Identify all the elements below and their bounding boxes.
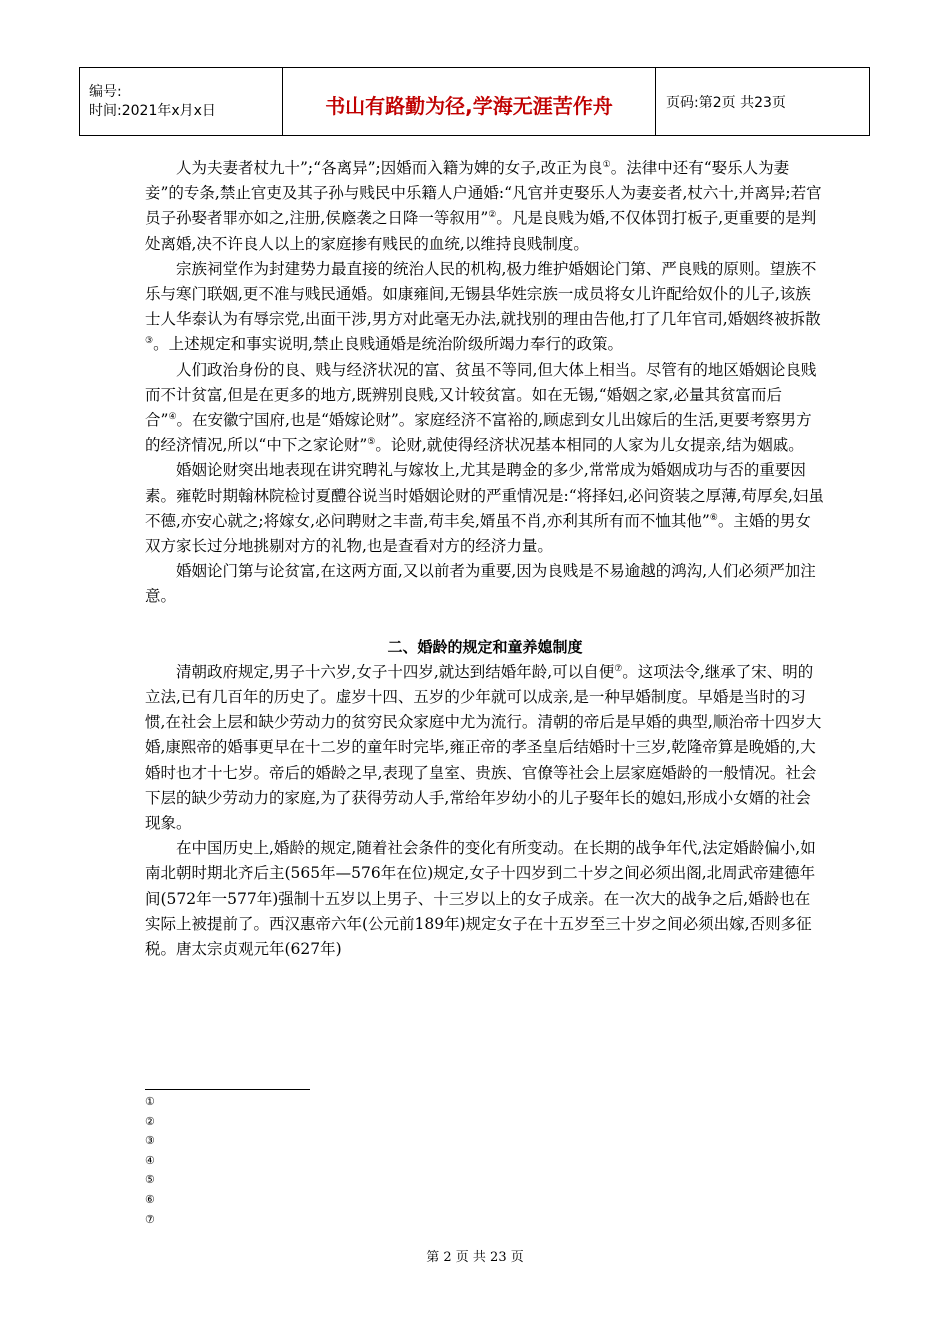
header-page-info: [656, 68, 869, 135]
paragraph: 婚姻论门第与论贫富,在这两方面,又以前者为重要,因为良贱是不易逾越的鸿沟,人们必须严加注意。: [145, 562, 816, 606]
paragraph: 人为夫妻者杖九十”;“各离异”;因婚而入籍为婢的女子,改正为良①。法律中还有“娶乐人为妻妾”的专条,禁止官吏及其子孙与贱民中乐籍人户通婚:“凡官并吏娶乐人为妻妾者,杖六十,并离异;若官员子孙娶者罪亦如之,注册,侯廕袭之日降一等叙用”②。凡是良贱为婚,不仅体罚打板子,更重要的是判处离婚,决不许良人以上的家庭掺有贱民的血统,以维持良贱制度。: [145, 159, 822, 253]
paragraph: 在中国历史上,婚龄的规定,随着社会条件的变化有所变动。在长期的战争年代,法定婚龄偏小,如南北朝时期北齐后主(565年—576年在位)规定,女子十四岁到二十岁之间必须出阁,北周武帝建德年间(572年一577年)强制十五岁以上男子、十三岁以上的女子成亲。在一次大的战争之后,婚龄也在实际上被提前了。西汉惠帝六年(公元前189年)规定女子在十五岁至三十岁之间必须出嫁,否则多征税。唐太宗贞观元年(627年): [145, 839, 816, 959]
footnote-item: ④: [145, 1153, 155, 1167]
paragraph: 婚姻论财突出地表现在讲究聘礼与嫁妆上,尤其是聘金的多少,常常成为婚姻成功与否的重要因素。雍乾时期翰林院检讨夏醴谷说当时婚姻论财的严重情况是:“将择妇,必问资装之厚薄,苟厚矣,妇虽不德,亦安心就之;将嫁女,必问聘财之丰啬,苟丰矣,婿虽不肖,亦利其所有而不恤其他”⑥。主婚的男女双方家长过分地挑剔对方的礼物,也是查看对方的经济力量。: [145, 461, 824, 556]
footnote-ref[interactable]: ⑦: [614, 663, 623, 674]
serial-label: 编号:: [89, 83, 122, 100]
footnote-ref[interactable]: ③: [145, 336, 154, 347]
page-footer: 第 2 页 共 23 页: [426, 1250, 524, 1265]
footnote-ref[interactable]: ②: [488, 210, 497, 221]
page-header: [79, 67, 870, 136]
footnote-item: ①: [145, 1095, 155, 1108]
paragraph: 清朝政府规定,男子十六岁,女子十四岁,就达到结婚年龄,可以自便⑦。这项法令,继承了宋、明的立法,已有几百年的历史了。虚岁十四、五岁的少年就可以成亲,是一种早婚制度。早婚是当时的习惯,在社会上层和缺少劳动力的贫穷民众家庭中尤为流行。清朝的帝后是早婚的典型,顺治帝十四岁大婚,康熙帝的婚事更早在十二岁的童年时完毕,雍正帝的孝圣皇后结婚时十三岁,乾隆帝算是晚婚的,大婚时也才十七岁。帝后的婚龄之早,表现了皇室、贵族、官僚等社会上层家庭婚龄的一般情况。社会下层的缺少劳动力的家庭,为了获得劳动人手,常给年岁幼小的儿子娶年长的媳妇,形成小女婿的社会现象。: [145, 662, 822, 833]
footnote-ref[interactable]: ⑤: [367, 437, 376, 448]
footnotes: [145, 1092, 155, 1229]
section-title: 二、婚龄的规定和童养媳制度: [387, 637, 583, 656]
footnote-item: ③: [145, 1134, 155, 1148]
date-label: 时间:2021年x月x日: [89, 102, 216, 119]
footnote-ref[interactable]: ④: [168, 411, 177, 422]
footnote-ref[interactable]: ①: [602, 159, 611, 170]
header-motto: [283, 68, 656, 135]
paragraph: 人们政治身份的良、贱与经济状况的富、贫虽不等同,但大体上相当。尽管有的地区婚姻论良贱而不计贫富,但是在更多的地方,既辨别良贱,又计较贫富。如在无锡,“婚姻之家,必量其贫富而后合”④。在安徽宁国府,也是“婚嫁论财”。家庭经济不富裕的,顾虑到女儿出嫁后的生活,更要考察男方的经济情况,所以“中下之家论财”⑤。论财,就使得经济状况基本相同的人家为儿女提亲,结为姻戚。: [145, 360, 817, 455]
header-meta: [80, 68, 283, 135]
footnote-item: ⑤: [145, 1173, 155, 1187]
footnote-ref[interactable]: ⑥: [709, 512, 718, 523]
footnote-divider: [145, 1089, 310, 1090]
footnote-item: ②: [145, 1114, 155, 1128]
document-body: [145, 156, 825, 962]
footnote-item: ⑦: [145, 1212, 155, 1226]
paragraph: 宗族祠堂作为封建势力最直接的统治人民的机构,极力维护婚姻论门第、严良贱的原则。望族不乐与寒门联姻,更不准与贱民通婚。如康雍间,无锡县华姓宗族一成员将女儿许配给奴仆的儿子,该族士人华泰认为有辱宗党,出面干涉,男方对此毫无办法,就找别的理由告他,打了几年官司,婚姻终被拆散③。上述规定和事实说明,禁止良贱通婚是统治阶级所竭力奉行的政策。: [145, 259, 821, 354]
motto-text: 书山有路勤为径,学海无涯苦作舟: [325, 94, 613, 118]
page-info-text: 页码:第2页 共23页: [666, 94, 786, 111]
footnote-item: ⑥: [145, 1192, 155, 1206]
